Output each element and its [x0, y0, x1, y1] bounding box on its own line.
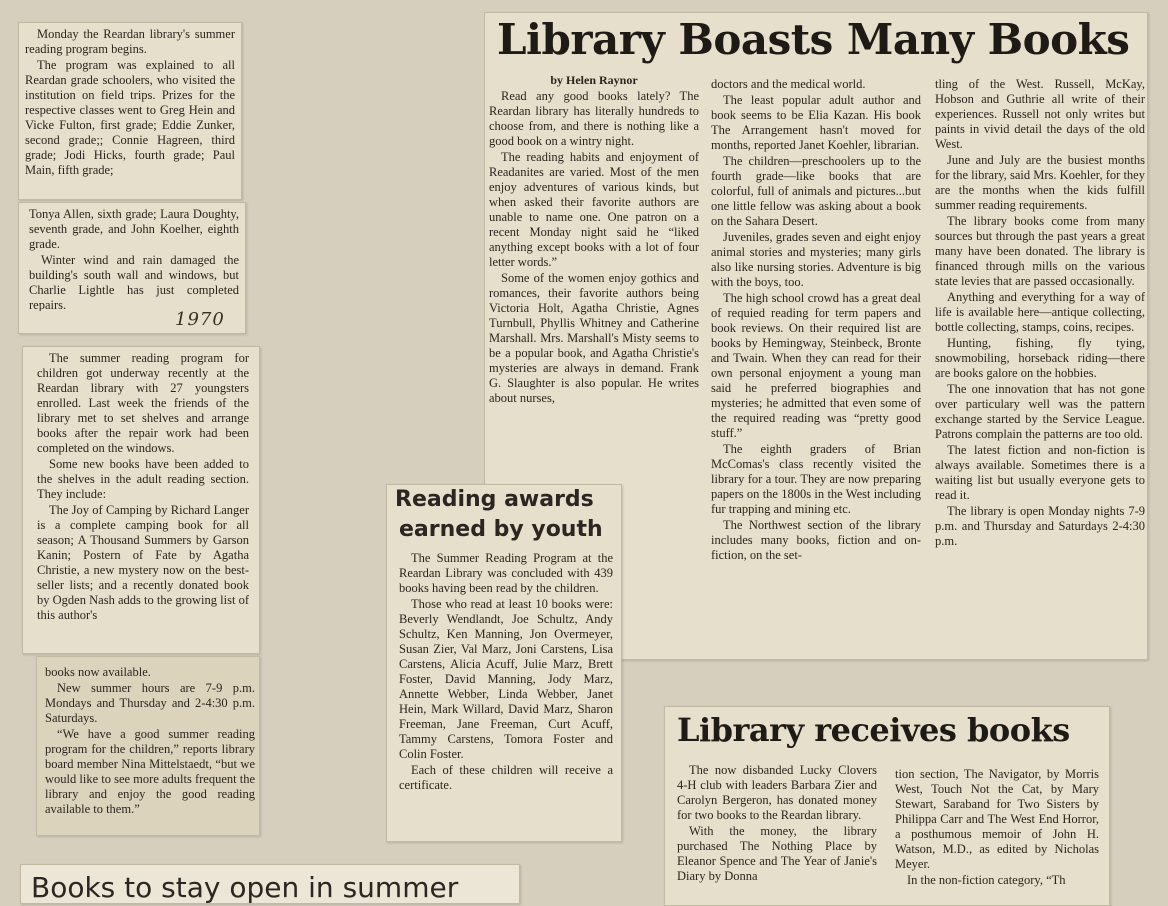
clip-reardan-program-cont-body [29, 207, 239, 311]
paragraph: Monday the Reardan library's summer reading program begins. [25, 27, 235, 56]
clip-reading-awards-body [399, 551, 613, 839]
paragraph: Winter wind and rain damaged the building's south wall and windows, but Charlie Lightle has just completed repairs. [29, 253, 239, 311]
paragraph: The one innovation that has not gone over particulary well was the pattern exchange started by the Service League. Patrons complain the patterns are too old. [935, 382, 1145, 441]
paragraph: The summer reading program for children got underway recently at the Reardan library with 27 youngsters enrolled. Last week the friends of the library met to set shelves and arrange books after the repair work had been completed on the windows. [37, 351, 249, 455]
paragraph: In the non-fiction category, “Th [907, 873, 1066, 887]
paragraph: Some new books have been added to the shelves in the adult reading section. They include: [37, 457, 249, 501]
clip-summer-program-cont-body [45, 665, 255, 833]
paragraph: Juveniles, grades seven and eight enjoy animal stories and mysteries; many girls also like nursing stories. Adventure is big with the boys, too. [711, 230, 921, 289]
clip-books-open-headline: Books to stay open in summer [31, 871, 459, 904]
paragraph: The Summer Reading Program at the Reardan Library was concluded with 439 books having been read by the children. [399, 551, 613, 595]
paragraph: The library is open Monday nights 7-9 p.m. and Thursday and Saturdays 2-4:30 p.m. [935, 504, 1145, 548]
paragraph: Tonya Allen, sixth grade; Laura Doughty, seventh grade, and John Koelher, eighth grade. [29, 207, 239, 251]
paragraph: The now disbanded Lucky Clovers 4-H club with leaders Barbara Zier and Carolyn Bergeron, has donated money for two books to the Reardan library. [677, 763, 877, 822]
paragraph: books now available. [45, 665, 151, 679]
paragraph: Each of these children will receive a certificate. [399, 763, 613, 792]
paragraph: doctors and the medical world. [711, 77, 866, 91]
paragraph: Anything and everything for a way of life is available here—antique collecting, bottle collecting, stamps, coins, recipes. [935, 290, 1145, 334]
paragraph: The children—preschoolers up to the fourth grade—like books that are colorful, full of animals and pictures...but one little fellow was asking about a book on the Sahara Desert. [711, 154, 921, 228]
clip-summer-program-cont [36, 656, 260, 836]
paragraph: With the money, the library purchased The Nothing Place by Eleanor Spence and The Year of Janie's Diary by Donna [677, 824, 877, 883]
paragraph: Some of the women enjoy gothics and romances, their favorite authors being Victoria Holt, Agatha Christie, Agnes Turnbull, Phyllis Whitney and Catherine Marshall. Mrs. Marshall's Misty seems to be a popular book, and Agatha Christie's mysteries are always in demand. Frank G. Slaughter is also popular. He writes about nurses, [489, 271, 699, 405]
clip-library-boasts-col3 [935, 77, 1145, 657]
paragraph: The latest fiction and non-fiction is always available. Sometimes there is a waiting list but usually everyone gets to read it. [935, 443, 1145, 502]
paragraph: The high school crowd has a great deal of requied reading for term papers and book reviews. On their required list are books by Hemingway, Steinbeck, Bronte and Twain. When they can read for their own personal enjoyment a young man said he preferred biographies and mysteries; he admitted that even some of the required reading was “pretty good stuff.” [711, 291, 921, 440]
clip-books-open [20, 864, 520, 904]
clip-reading-awards-headline-line1: Reading awards [395, 487, 594, 512]
clip-library-boasts-col1 [489, 73, 699, 473]
paragraph: The least popular adult author and book seems to be Elia Kazan. His book The Arrangement hasn't moved for months, reported Janet Koehler, librarian. [711, 93, 921, 152]
paragraph: “We have a good summer reading program for the children,” reports library board member Nina Mittelstaedt, “but we would like to see more adults frequent the library and enjoy the good reading available to them.” [45, 727, 255, 816]
handwritten-year: 1970 [175, 309, 225, 330]
clip-library-boasts-headline: Library Boasts Many Books [497, 15, 1130, 64]
clip-library-receives [664, 706, 1110, 906]
clip-summer-program-body [37, 351, 249, 651]
paragraph: Those who read at least 10 books were: Beverly Wendlandt, Joe Schultz, Andy Schultz, Ken Manning, Jon Overmeyer, Susan Zier, Val Marz, Joni Carstens, Lisa Carstens, Alicia Acuff, Julie Marz, Brett Foster, David Manning, Jody Marz, Annette Webber, Linda Webber, Janet Hein, Mark Willard, David Marz, Sharon Freeman, Jane Freeman, Curt Acuff, Tammy Carstens, Tomora Foster and Colin Foster. [399, 597, 613, 761]
paragraph: New summer hours are 7-9 p.m. Mondays and Thursday and 2-4:30 p.m. Saturdays. [45, 681, 255, 725]
clip-reardan-program-cont [18, 202, 246, 334]
clip-library-receives-col2 [895, 767, 1099, 903]
clip-reading-awards [386, 484, 622, 842]
paragraph: The Joy of Camping by Richard Langer is a complete camping book for all season; A Thousand Summers by Garson Kanin; Postern of Fate by Agatha Christie, a new mystery now on the best-seller lists; and a recently donated book by Ogden Nash adds to the growing list of this author's [37, 503, 249, 622]
clip-summer-program [22, 346, 260, 654]
paragraph: The Northwest section of the library includes many books, fiction and on-fiction, on the set- [711, 518, 921, 562]
paragraph: The program was explained to all Reardan grade schoolers, who visited the institution on field trips. Prizes for the respective classes went to Greg Hein and Vicke Fulton, first grade; Eddie Zunker, second grade;; Connie Hagreen, third grade; Jodi Hicks, fourth grade; Paul Main, fifth grade; [25, 58, 235, 177]
paragraph: tion section, The Navigator, by Morris West, Touch Not the Cat, by Mary Stewart, Saraband for Two Sisters by Philippa Carr and The West End Horror, a posthumous memoir of John H. Watson, M.D., as edited by Nicholas Meyer. [895, 767, 1099, 871]
paragraph: The library books come from many sources but through the past years a great many have been donated. The library is financed through mills on the various state levies that are passed occasionally. [935, 214, 1145, 288]
paragraph: The reading habits and enjoyment of Readanites are varied. Most of the men enjoy adventures of various kinds, but when asked their favorite authors are unable to name one. One patron on a recent Monday night said he “liked anything except books with a lot of four letter words.” [489, 150, 699, 269]
paragraph: June and July are the busiest months for the library, said Mrs. Koehler, for they are the months when the kids fulfill summer reading requirements. [935, 153, 1145, 212]
paragraph: Hunting, fishing, fly tying, snowmobiling, horseback riding—there are books galore on the hobbies. [935, 336, 1145, 380]
paragraph: The eighth graders of Brian McComas's class recently visited the library for a tour. They are now preparing papers on the 1800s in the West including fur trapping and mining etc. [711, 442, 921, 516]
paragraph: tling of the West. Russell, McKay, Hobson and Guthrie all write of their experiences. Russell not only writes but paints in vivid detail the days of the old West. [935, 77, 1145, 151]
clip-reardan-program [18, 22, 242, 200]
clip-library-receives-headline: Library receives books [677, 711, 1070, 749]
clip-library-boasts-col2 [711, 77, 921, 657]
clip-reardan-program-body [25, 27, 235, 199]
clip-library-receives-col1 [677, 763, 877, 903]
paragraph: Read any good books lately? The Reardan library has literally hundreds to choose from, and there is nothing like a good book on a wintry night. [489, 89, 699, 148]
byline: by Helen Raynor [550, 73, 638, 87]
clip-reading-awards-headline-line2: earned by youth [399, 517, 603, 542]
